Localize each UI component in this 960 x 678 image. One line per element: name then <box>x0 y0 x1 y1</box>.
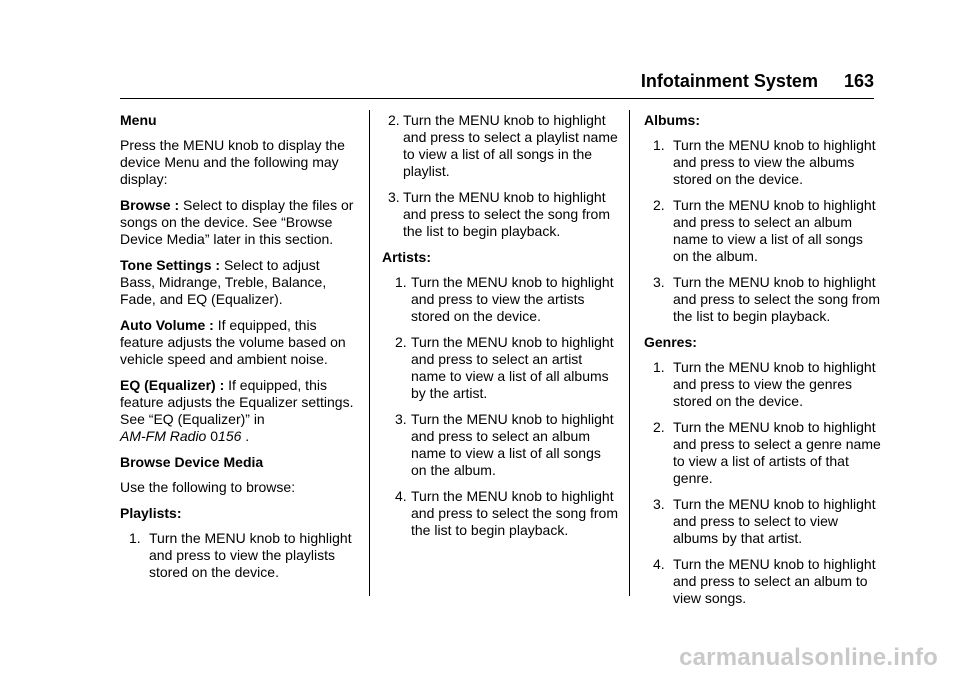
step-number: 1. <box>395 274 407 290</box>
list-item <box>382 112 620 180</box>
section-title: Infotainment System <box>640 71 818 91</box>
watermark: carmanualsonline.info <box>679 644 938 671</box>
step-number: 2. <box>388 112 400 128</box>
use-following-text: Use the following to browse: <box>120 479 296 495</box>
eq-text: If equipped, this feature adjusts the Equalizer settings. See “EQ (Equalizer)” in <box>120 377 354 427</box>
list-item <box>382 411 620 479</box>
tone-settings-entry <box>120 257 358 308</box>
step-text: Turn the MENU knob to highlight and press to view the playlists stored on the device. <box>149 530 352 580</box>
step-number: 3. <box>653 274 665 290</box>
eq-entry <box>120 377 358 445</box>
column-1 <box>120 112 358 590</box>
step-number: 2. <box>653 419 665 435</box>
step-number: 1. <box>653 359 665 375</box>
playlists-steps-continued <box>382 112 620 240</box>
eq-end: . <box>241 428 250 444</box>
column-3 <box>644 112 882 616</box>
list-item <box>644 274 882 325</box>
auto-term: Auto Volume : <box>120 317 214 333</box>
step-text: Turn the MENU knob to highlight and press to select the song from the list to begin playback. <box>411 488 618 538</box>
artists-heading: Artists: <box>382 249 432 265</box>
page-number: 163 <box>843 71 874 91</box>
step-number: 1. <box>653 137 665 153</box>
step-text: Turn the MENU knob to highlight and press to select an album to view songs. <box>673 556 876 606</box>
eq-term: EQ (Equalizer) : <box>120 377 225 393</box>
step-text: Turn the MENU knob to highlight and press to view the genres stored on the device. <box>673 359 876 409</box>
auto-volume-entry <box>120 317 358 368</box>
browse-text: Select to display the files or songs on the device. See “Browse Device Media” later in this section. <box>120 197 354 247</box>
step-text: Turn the MENU knob to highlight and press to view the artists stored on the device. <box>411 274 614 324</box>
step-number: 1. <box>129 530 141 546</box>
tone-text: Select to adjust Bass, Midrange, Treble, Balance, Fade, and EQ (Equalizer). <box>120 257 327 307</box>
tone-term: Tone Settings : <box>120 257 221 273</box>
eq-page-ref[interactable]: 156 <box>218 428 242 444</box>
step-number: 3. <box>395 411 407 427</box>
step-number: 3. <box>653 496 665 512</box>
column-divider-1 <box>369 110 370 596</box>
list-item <box>644 496 882 547</box>
step-text: Turn the MENU knob to highlight and press to select a genre name to view a list of artists of that genre. <box>673 419 881 486</box>
list-item <box>644 419 882 487</box>
genres-steps <box>644 359 882 607</box>
step-text: Turn the MENU knob to highlight and press to select an album name to view a list of all songs on the album. <box>411 411 614 478</box>
step-number: 2. <box>395 334 407 350</box>
playlists-steps <box>120 530 358 581</box>
column-divider-2 <box>629 110 630 596</box>
am-fm-radio-link[interactable]: AM-FM Radio <box>120 428 207 444</box>
list-item <box>644 359 882 410</box>
step-text: Turn the MENU knob to highlight and press to select the song from the list to begin playback. <box>403 189 610 239</box>
artists-steps <box>382 274 620 539</box>
browse-term: Browse : <box>120 197 180 213</box>
page-header <box>120 66 874 96</box>
step-text: Turn the MENU knob to highlight and press to select the song from the list to begin playback. <box>673 274 880 324</box>
list-item <box>382 274 620 325</box>
step-number: 4. <box>395 488 407 504</box>
step-text: Turn the MENU knob to highlight and press to select a playlist name to view a list of all songs in the playlist. <box>403 112 618 179</box>
step-number: 3. <box>388 189 400 205</box>
albums-steps <box>644 137 882 325</box>
auto-text: If equipped, this feature adjusts the volume based on vehicle speed and ambient noise. <box>120 317 346 367</box>
list-item <box>382 189 620 240</box>
step-text: Turn the MENU knob to highlight and press to select to view albums by that artist. <box>673 496 876 546</box>
step-number: 4. <box>653 556 665 572</box>
step-text: Turn the MENU knob to highlight and press to select an artist name to view a list of all albums by the artist. <box>411 334 614 401</box>
list-item <box>644 556 882 607</box>
page-ref-icon: 0 <box>210 428 219 444</box>
step-number: 2. <box>653 197 665 213</box>
step-text: Turn the MENU knob to highlight and press to select an album name to view a list of all songs on the album. <box>673 197 876 264</box>
albums-heading: Albums: <box>644 112 700 128</box>
browse-entry <box>120 197 358 248</box>
menu-heading: Menu <box>120 112 157 128</box>
menu-intro: Press the MENU knob to display the device Menu and the following may display: <box>120 137 345 187</box>
step-text: Turn the MENU knob to highlight and press to view the albums stored on the device. <box>673 137 876 187</box>
list-item <box>382 488 620 539</box>
header-rule <box>120 98 874 99</box>
list-item <box>382 334 620 402</box>
column-2 <box>382 112 620 548</box>
list-item <box>644 197 882 265</box>
list-item <box>644 137 882 188</box>
list-item <box>120 530 358 581</box>
browse-device-media-heading: Browse Device Media <box>120 454 264 470</box>
playlists-heading: Playlists: <box>120 505 182 521</box>
genres-heading: Genres: <box>644 334 697 350</box>
